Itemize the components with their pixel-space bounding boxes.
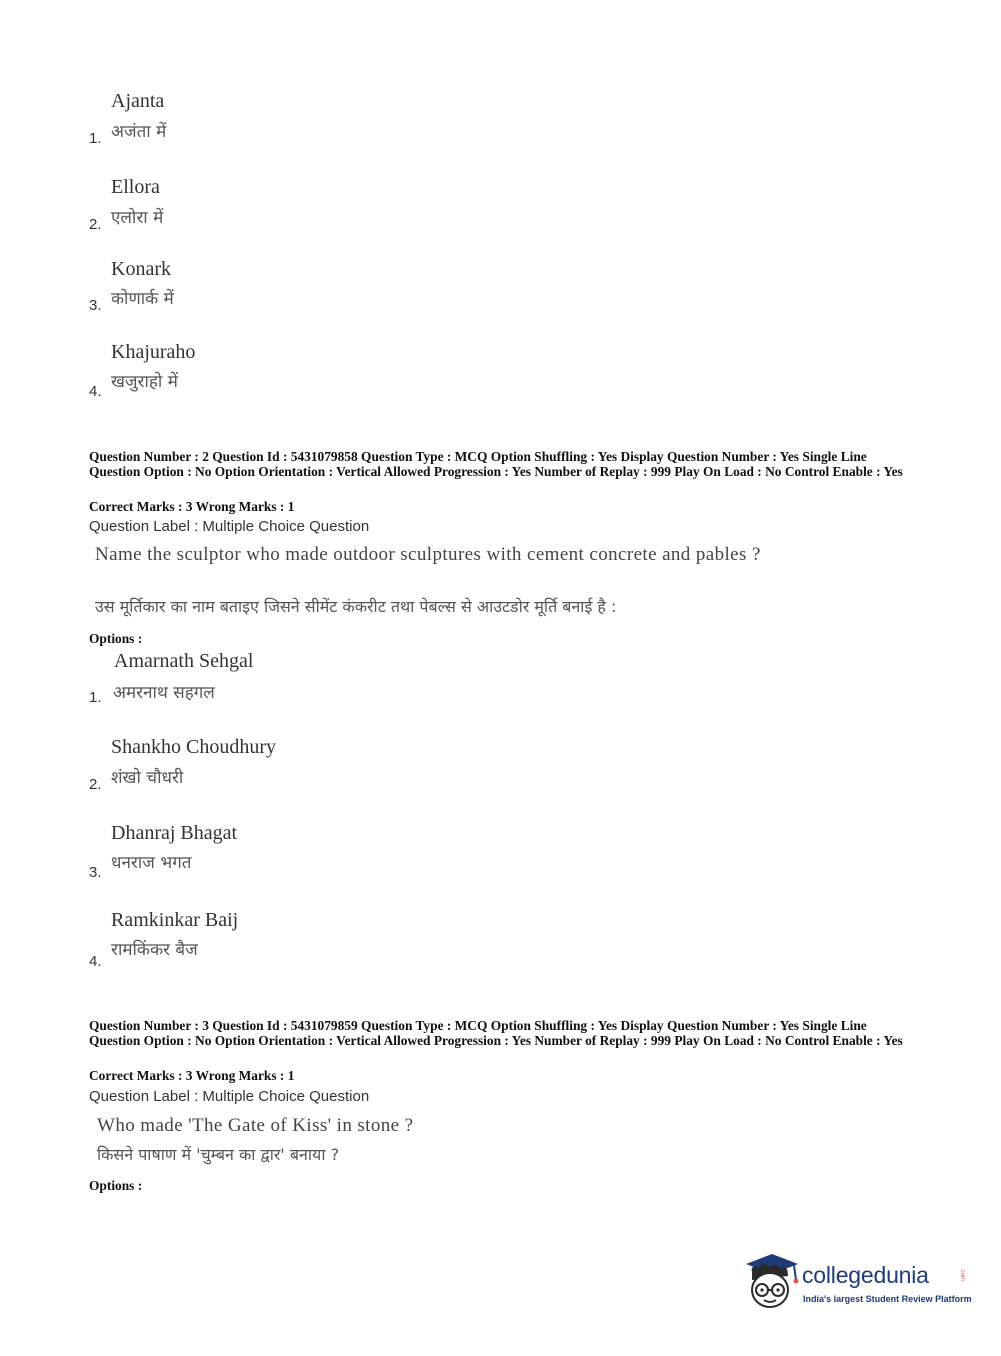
option-text-en: Ajanta bbox=[111, 90, 165, 112]
option-text-en: Ramkinkar Baij bbox=[111, 909, 239, 931]
question-label: Question Label : Multiple Choice Question bbox=[89, 1088, 370, 1105]
logo-domain-text: .com bbox=[959, 1268, 965, 1282]
option-text-en: Khajuraho bbox=[111, 341, 196, 363]
mascot-icon bbox=[742, 1250, 802, 1312]
option-number: 4. bbox=[89, 953, 102, 970]
option-text-hi: अजंता में bbox=[111, 122, 167, 142]
question-text-hi: उस मूर्तिकार का नाम बताइए जिसने सीमेंट कंकरीट तथा पेबल्स से आउटडोर मूर्ति बनाई है : bbox=[95, 597, 617, 616]
option-text-en: Ellora bbox=[111, 176, 160, 198]
option-text-en: Shankho Choudhury bbox=[111, 736, 276, 758]
option-number: 1. bbox=[89, 689, 102, 706]
option-number: 1. bbox=[89, 130, 102, 147]
option-text-hi: रामकिंकर बैज bbox=[111, 940, 198, 960]
question-label: Question Label : Multiple Choice Question bbox=[89, 518, 370, 535]
question-marks: Correct Marks : 3 Wrong Marks : 1 bbox=[89, 1068, 295, 1083]
options-label: Options : bbox=[89, 631, 143, 646]
question-meta: Question Number : 3 Question Id : 5431079859 Question Type : MCQ Option Shuffling : Yes Display Question Number : Yes Single Line Question Option : No Option Orientation : Vertical Allowed Progression : Yes Number of Replay : 999 Play On Load : No Control Enable : Yes bbox=[89, 1018, 903, 1048]
option-text-hi: शंखो चौधरी bbox=[111, 768, 184, 788]
option-text-en: Dhanraj Bhagat bbox=[111, 822, 238, 844]
option-number: 2. bbox=[89, 216, 102, 233]
logo-tagline: India's largest Student Review Platform bbox=[803, 1294, 972, 1304]
option-number: 2. bbox=[89, 776, 102, 793]
option-number: 4. bbox=[89, 383, 102, 400]
question-text-en: Who made 'The Gate of Kiss' in stone ? bbox=[97, 1115, 414, 1136]
question-meta: Question Number : 2 Question Id : 5431079858 Question Type : MCQ Option Shuffling : Yes Display Question Number : Yes Single Line Question Option : No Option Orientation : Vertical Allowed Progression : Yes Number of Replay : 999 Play On Load : No Control Enable : Yes bbox=[89, 449, 903, 479]
option-text-en: Amarnath Sehgal bbox=[114, 650, 254, 672]
option-text-hi: धनराज भगत bbox=[111, 853, 192, 873]
collegedunia-logo bbox=[742, 1250, 972, 1312]
option-text-hi: कोणार्क में bbox=[111, 289, 174, 309]
option-number: 3. bbox=[89, 297, 102, 314]
question-text-hi: किसने पाषाण में 'चुम्बन का द्वार' बनाया ? bbox=[97, 1145, 340, 1164]
options-label: Options : bbox=[89, 1178, 143, 1193]
option-text-hi: एलोरा में bbox=[111, 208, 164, 228]
option-text-hi: खजुराहो में bbox=[111, 372, 178, 392]
option-number: 3. bbox=[89, 864, 102, 881]
logo-brand-text: collegedunia bbox=[802, 1262, 929, 1288]
question-marks: Correct Marks : 3 Wrong Marks : 1 bbox=[89, 499, 295, 514]
question-text-en: Name the sculptor who made outdoor sculptures with cement concrete and pables ? bbox=[95, 544, 761, 565]
option-text-hi: अमरनाथ सहगल bbox=[113, 683, 215, 703]
option-text-en: Konark bbox=[111, 258, 171, 280]
